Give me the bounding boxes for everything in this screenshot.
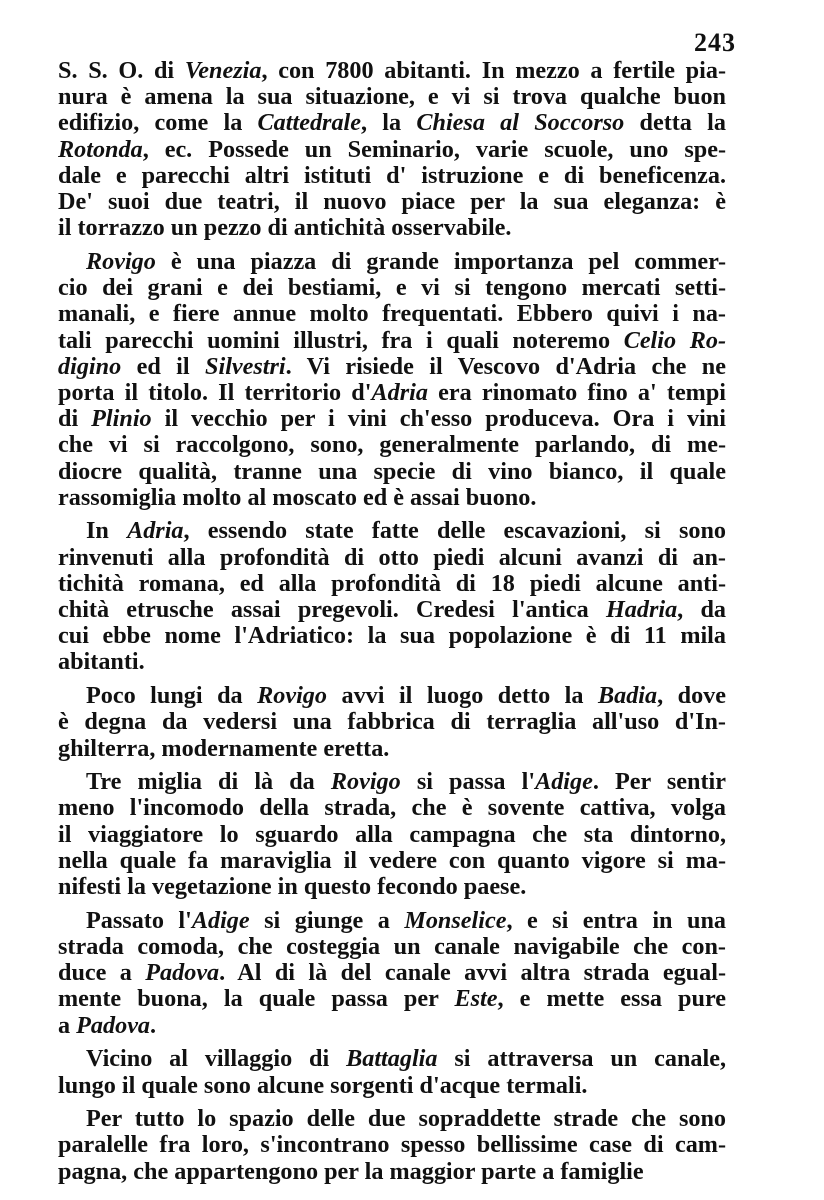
paragraph: [58, 1046, 726, 1098]
text-line: [58, 545, 726, 571]
text-run: chità etrusche assai pregevoli. Credesi l'antica: [58, 596, 606, 624]
text-run: ed il: [121, 352, 206, 380]
text-run: , dove: [657, 682, 727, 710]
text-run: si attraversa un canale,: [437, 1045, 726, 1073]
page-number: 243: [694, 28, 736, 57]
text-run: di: [58, 405, 92, 433]
text-run: tichità romana, ed alla profondità di 18 piedi alcune anti-: [58, 569, 726, 597]
text-run: abitanti.: [58, 648, 145, 676]
text-run: In: [86, 517, 128, 545]
text-run: meno l'incomodo della strada, che è sovente cattiva, volga: [58, 794, 726, 822]
text-line: [58, 1046, 726, 1072]
italic-term: Padova: [145, 959, 220, 987]
text-line: [58, 795, 726, 821]
text-line: [58, 301, 726, 327]
italic-term: Rovigo: [257, 682, 327, 710]
text-run: porta il titolo. Il territorio d': [58, 378, 372, 406]
italic-term: Adige: [191, 906, 250, 934]
italic-term: Adige: [535, 768, 593, 796]
text-line: [58, 275, 726, 301]
text-line: [58, 84, 726, 110]
text-run: De' suoi due teatri, il nuovo piace per la sua eleganza: è: [58, 188, 726, 216]
text-line: [58, 459, 726, 485]
italic-term: Hadria: [605, 596, 678, 624]
text-run: , la: [361, 109, 417, 137]
paragraph: [58, 58, 726, 241]
italic-term: Rovigo: [86, 247, 156, 275]
text-run: cio dei grani e dei bestiami, e vi si tengono mercati setti-: [58, 274, 726, 302]
text-line: [58, 848, 726, 874]
text-run: il vecchio per i vini ch'esso produceva. Ora i vini: [151, 405, 726, 433]
text-run: mente buona, la quale passa per: [58, 985, 455, 1013]
paragraph: [58, 249, 726, 511]
text-run: a: [58, 1011, 77, 1039]
text-line: [58, 736, 726, 762]
text-line: [58, 406, 726, 432]
text-run: ghilterra, modernamente eretta.: [58, 734, 390, 762]
text-run: il torrazzo un pezzo di antichità osservabile.: [58, 214, 512, 242]
text-line: [58, 110, 726, 136]
text-line: [58, 1106, 726, 1132]
text-run: cui ebbe nome l'Adriatico: la sua popolazione è di 11 mila: [58, 622, 726, 650]
text-run: pagna, che appartengono per la maggior parte a famiglie: [58, 1157, 644, 1185]
text-run: era rinomato fino a' tempi: [427, 378, 726, 406]
italic-term: Venezia: [184, 57, 262, 84]
text-run: avvi il luogo detto la: [327, 682, 598, 710]
text-line: [58, 874, 726, 900]
text-line: [58, 215, 726, 241]
text-line: [58, 623, 726, 649]
text-run: è una piazza di grande importanza pel commer-: [155, 247, 726, 275]
text-run: rinvenuti alla profondità di otto piedi alcuni avanzi di an-: [58, 543, 726, 571]
text-run: , e mette essa pure: [497, 985, 726, 1013]
text-line: [58, 1013, 726, 1039]
text-run: Tre miglia di là da: [86, 768, 331, 796]
text-line: [58, 1159, 726, 1185]
italic-term: Adria: [371, 378, 428, 406]
text-run: edifizio, come la: [58, 109, 258, 137]
paragraph: [58, 769, 726, 900]
text-line: [58, 709, 726, 735]
paragraph: [58, 518, 726, 675]
paragraph: [58, 908, 726, 1039]
text-run: nura è amena la sua situazione, e vi si trova qualche buon: [58, 83, 726, 111]
text-line: [58, 380, 726, 406]
text-run: tali parecchi uomini illustri, fra i quali noteremo: [58, 326, 624, 354]
text-line: [58, 822, 726, 848]
text-line: [58, 597, 726, 623]
italic-term: Padova: [76, 1011, 151, 1039]
text-run: , da: [677, 596, 727, 624]
text-line: [58, 649, 726, 675]
italic-term: Battaglia: [346, 1045, 438, 1073]
text-line: [58, 986, 726, 1012]
paragraph: [58, 1106, 726, 1185]
text-run: nifesti la vegetazione in questo fecondo paese.: [58, 873, 527, 901]
text-run: nella quale fa maraviglia il vedere con quanto vigore si ma-: [58, 846, 726, 874]
text-line: [58, 432, 726, 458]
text-run: .: [150, 1011, 157, 1039]
text-run: . Per sentir: [592, 768, 726, 796]
text-line: [58, 518, 726, 544]
text-run: detta la: [624, 109, 726, 137]
text-line: [58, 137, 726, 163]
italic-term: Badia: [597, 682, 658, 710]
text-run: duce a: [58, 959, 146, 987]
text-run: rassomiglia molto al moscato ed è assai buono.: [58, 483, 537, 511]
italic-term: Chiesa al Soccorso: [416, 109, 625, 137]
text-line: [58, 960, 726, 986]
text-run: che vi si raccolgono, sono, generalmente parlando, di me-: [58, 431, 726, 459]
text-run: lungo il quale sono alcune sorgenti d'acque termali.: [58, 1071, 588, 1099]
italic-term: digino: [58, 352, 122, 380]
text-run: si giunge a: [249, 906, 405, 934]
text-run: diocre qualità, tranne una specie di vino bianco, il quale: [58, 457, 726, 485]
text-run: , e si entra in una: [506, 906, 726, 934]
paragraph: [58, 683, 726, 762]
text-line: [58, 163, 726, 189]
text-line: [58, 189, 726, 215]
text-line: [58, 328, 726, 354]
italic-term: Rovigo: [330, 768, 401, 796]
text-run: Passato l': [86, 906, 192, 934]
text-line: [58, 58, 726, 84]
text-run: si passa l': [400, 768, 536, 796]
text-line: [58, 769, 726, 795]
text-run: dale e parecchi altri istituti d' istruzione e di beneficenza.: [58, 161, 726, 189]
italic-term: Plinio: [91, 405, 152, 433]
text-line: [58, 1132, 726, 1158]
text-run: . Al di là del canale avvi altra strada egual-: [219, 959, 726, 987]
italic-term: Este: [454, 985, 498, 1013]
text-run: è degna da vedersi una fabbrica di terraglia all'uso d'In-: [58, 708, 726, 736]
text-line: [58, 908, 726, 934]
italic-term: Adria: [127, 517, 184, 545]
text-run: manali, e fiere annue molto frequentati. Ebbero quivi i na-: [58, 300, 726, 328]
text-run: Per tutto lo spazio delle due sopraddette strade che sono: [86, 1105, 726, 1133]
italic-term: Silvestri: [205, 352, 286, 380]
text-line: [58, 249, 726, 275]
text-line: [58, 354, 726, 380]
text-run: Vicino al villaggio di: [86, 1045, 347, 1073]
text-run: il viaggiatore lo sguardo alla campagna che sta dintorno,: [58, 820, 726, 848]
text-line: [58, 485, 726, 511]
italic-term: Monselice: [404, 906, 507, 934]
text-line: [58, 683, 726, 709]
text-run: , essendo state fatte delle escavazioni, si sono: [183, 517, 726, 545]
italic-term: Cattedrale: [257, 109, 362, 137]
text-run: , ec. Possede un Seminario, varie scuole, uno spe-: [142, 135, 726, 163]
text-run: S. S. O. di: [58, 57, 185, 84]
text-line: [58, 1073, 726, 1099]
text-line: [58, 571, 726, 597]
text-run: paralelle fra loro, s'incontrano spesso bellissime case di cam-: [58, 1131, 726, 1159]
text-run: Poco lungi da: [86, 682, 258, 710]
italic-term: Rotonda: [58, 135, 143, 163]
body-text: [58, 58, 726, 1192]
text-run: , con 7800 abitanti. In mezzo a fertile pia-: [261, 57, 726, 84]
italic-term: Celio Ro-: [623, 326, 727, 354]
text-run: . Vi risiede il Vescovo d'Adria che ne: [285, 352, 726, 380]
text-line: [58, 934, 726, 960]
text-run: strada comoda, che costeggia un canale navigabile che con-: [58, 933, 726, 960]
